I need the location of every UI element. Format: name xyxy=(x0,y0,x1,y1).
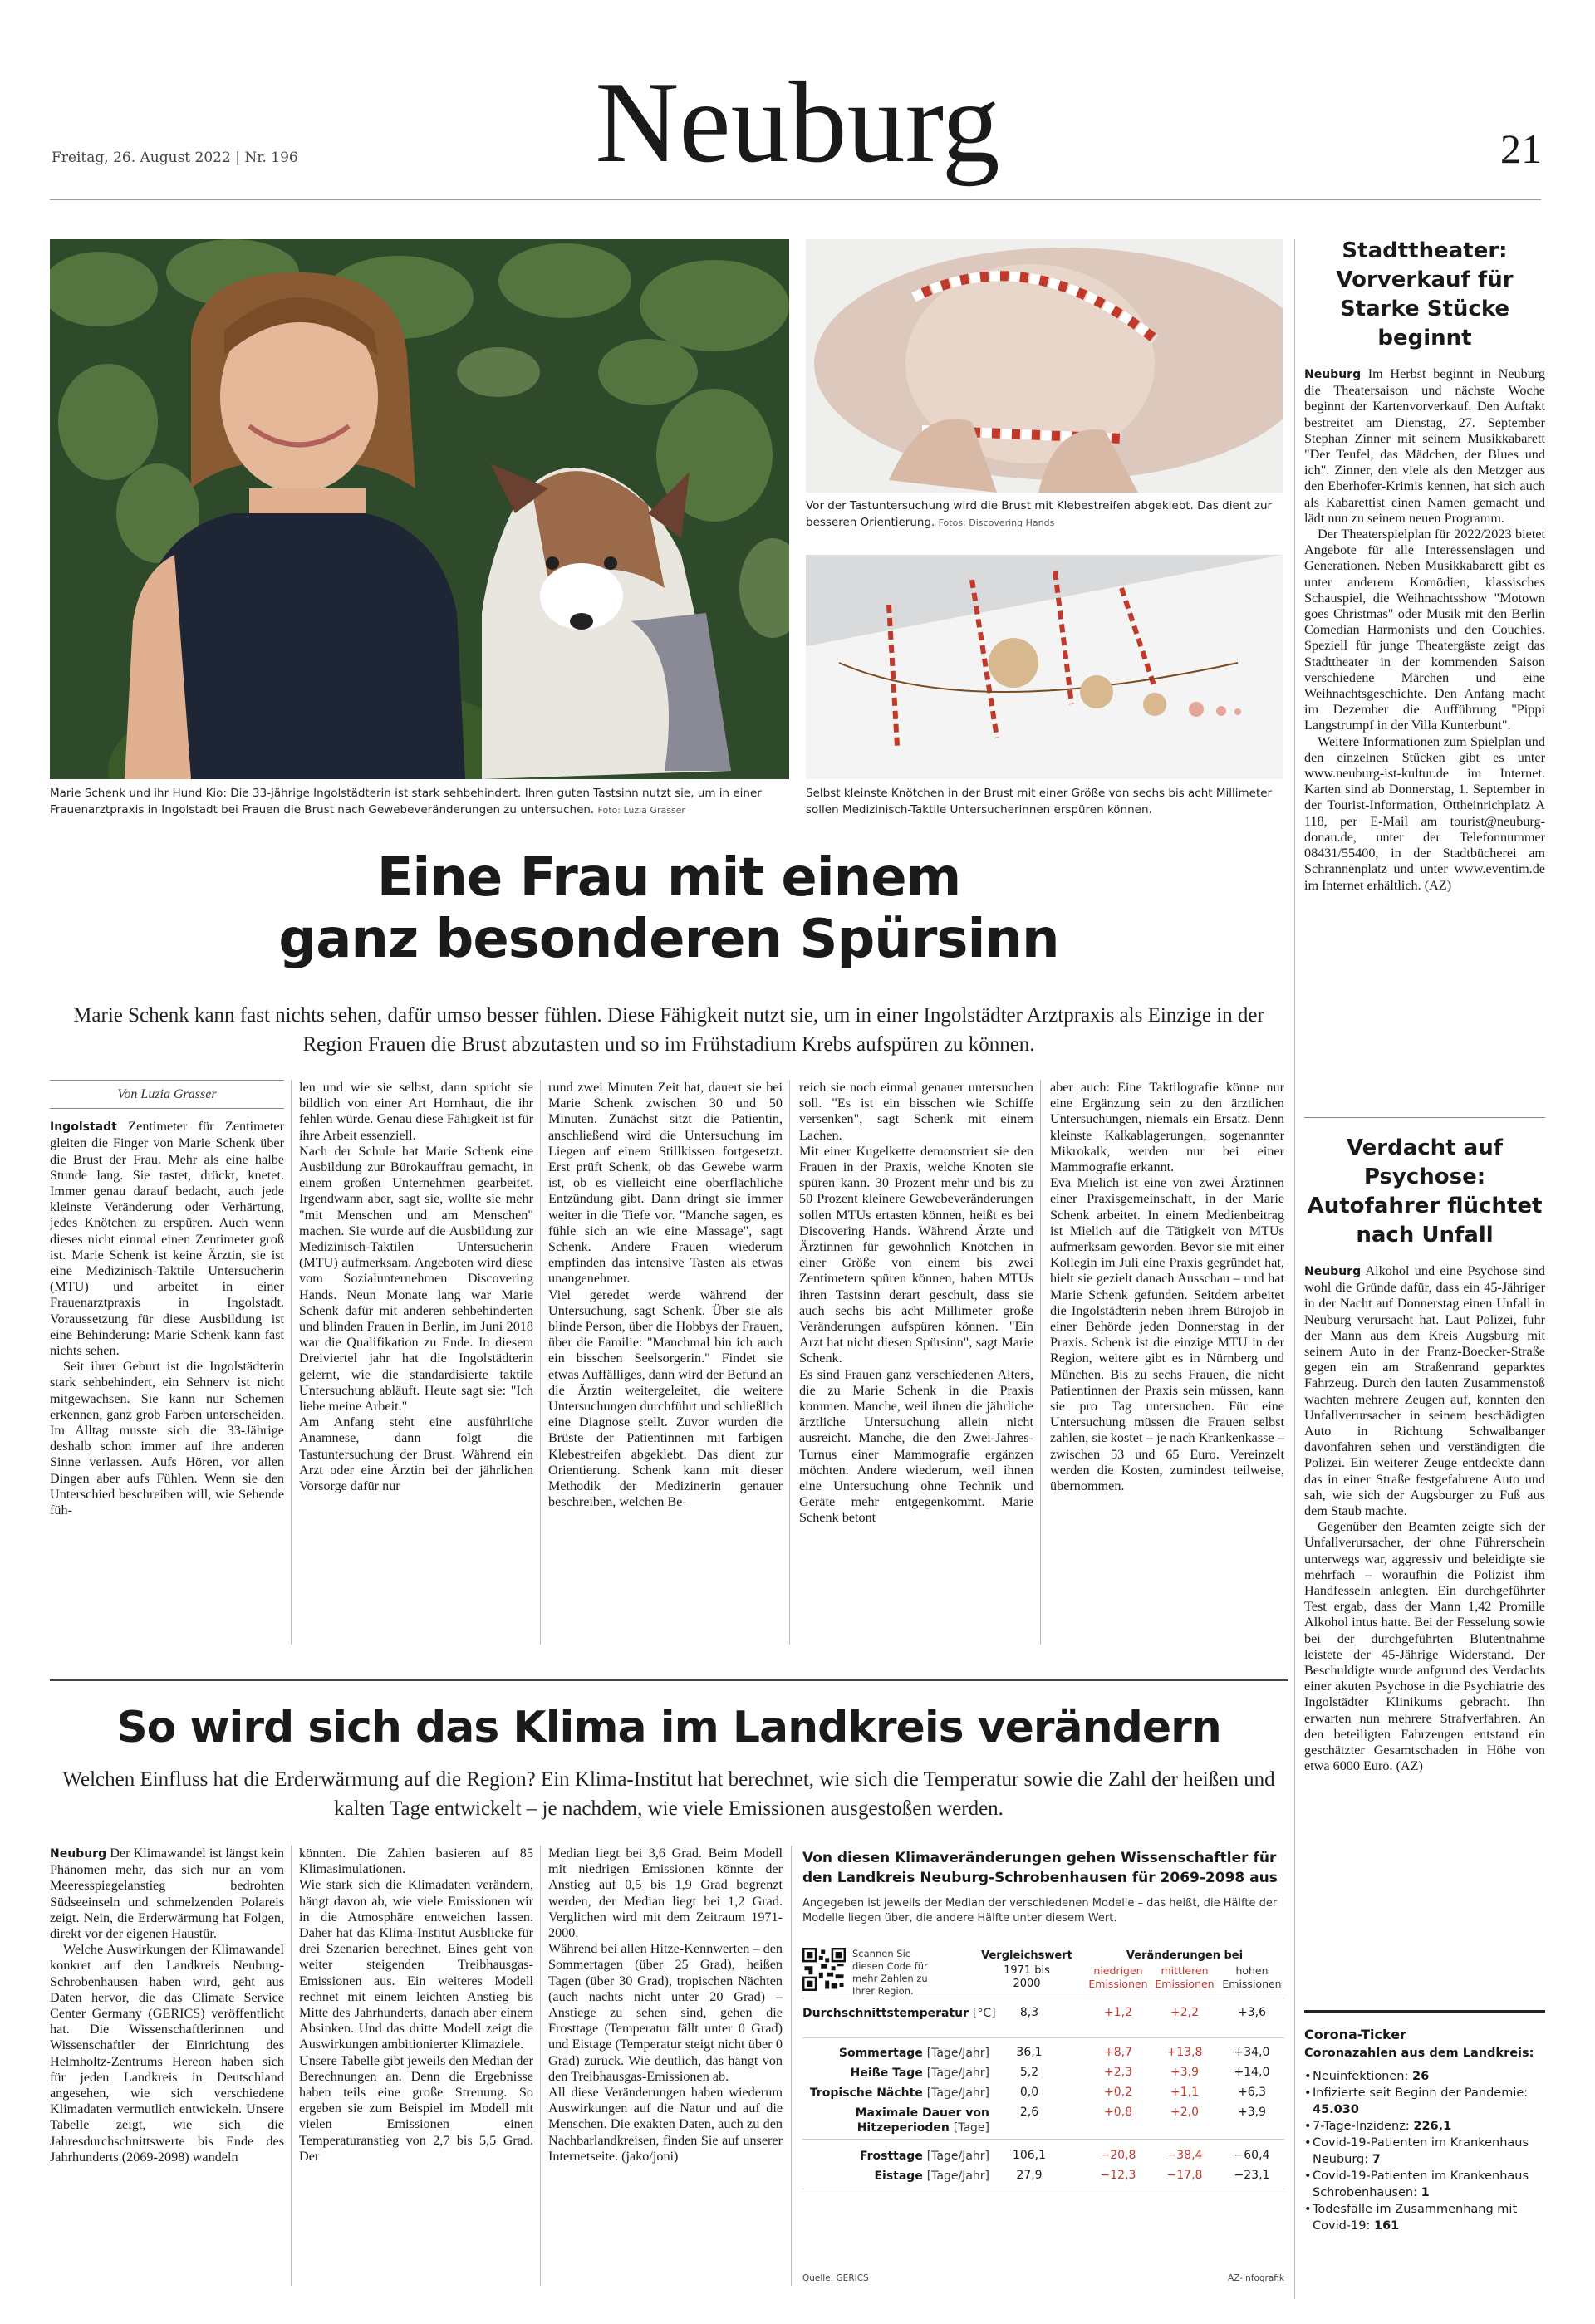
row-label-text: Sommertage xyxy=(838,2047,927,2060)
cell-low: +2,3 xyxy=(1104,2066,1132,2079)
row-unit: [Tage/Jahr] xyxy=(926,2150,989,2163)
table-row xyxy=(802,2149,1284,2165)
qr-hint: Scannen Sie diesen Code für mehr Zahlen zu Ihrer Region. xyxy=(852,1948,928,1997)
author-byline: Von Luzia Grasser xyxy=(50,1080,284,1109)
row-label xyxy=(802,2149,989,2164)
article2-lead: Welchen Einfluss hat die Erderwärmung auf die Region? Ein Klima-Institut hat berechnet, wie sich die Temperatur sowie die Zahl der heißen und kalten Tage entwickelt – je nachdem, wie viele Emissionen ausgestoßen werden. xyxy=(62,1768,1275,1820)
qr-code-icon[interactable] xyxy=(802,1948,846,1991)
article2-rule xyxy=(50,1679,1288,1681)
row-unit: [Tage/Jahr] xyxy=(926,2086,989,2100)
table-row xyxy=(802,2046,1284,2062)
cell-ref: 27,9 xyxy=(1016,2169,1043,2182)
cell-mid: +2,2 xyxy=(1170,2006,1199,2019)
ticker-value: 45.030 xyxy=(1313,2103,1359,2116)
table-row xyxy=(802,2066,1284,2082)
article1-col-2: len und wie sie selbst, dann spricht sie bildlich von einer Art Hornhaut, die ihr fehlen würde. Genau diese Fähigkeit ist für ihre Arbeit essenziell. Nach der Schule hat Marie Schenk eine Ausbildung zur Bürokauffrau gemacht, in einem großen Unternehmen gearbeitet. Irgendwann aber, sagt sie, wollte sie mehr "mit Menschen und am Menschen" machen. Sie wurde auf die Ausbildung zur Medizinisch-Taktilen Untersucherin (MTU) aufmerksam. Angeboten wird diese vom Sozialunternehmen Discovering Hands. Neun Monate lang war Marie Schenk dafür mit anderen sehbehinderten und blinden Frauen in Berlin, im Juni 2018 war die Qualifikation zu Ende. In diesem Dreiviertel jahr hat die Ingolstädterin gelernt, wie die standardisierte taktile Untersuchung abläuft. Heute sagt sie: "Ich liebe meine Arbeit." Am Anfang steht eine ausführliche Anamnese, dann folgt die Tastuntersuchung der Brust. Während ein Arzt oder eine Ärztin bei der jährlichen Vorsorge dafür nur xyxy=(299,1080,533,1494)
row-label-text: Tropische Nächte xyxy=(809,2086,927,2100)
cell-low: +1,2 xyxy=(1104,2006,1132,2019)
ticker-item xyxy=(1304,2118,1545,2135)
cell-ref: 5,2 xyxy=(1019,2066,1039,2079)
ref-header: Vergleichswert xyxy=(981,1949,1072,1962)
cell-low: −20,8 xyxy=(1100,2149,1136,2162)
dateline: Neuburg xyxy=(1304,1265,1362,1278)
main-photo-credit: Foto: Luzia Grasser xyxy=(597,804,685,816)
dateline: Neuburg xyxy=(1304,368,1362,381)
bead-chain-photo xyxy=(806,555,1283,779)
tape-photo-credit: Fotos: Discovering Hands xyxy=(938,517,1055,528)
table-rule xyxy=(802,2037,1284,2038)
ticker-item xyxy=(1304,2201,1545,2234)
column-rule xyxy=(291,1080,292,1645)
cell-high: −23,1 xyxy=(1234,2169,1270,2182)
column-rule xyxy=(791,1846,792,2286)
row-unit: [Tage/Jahr] xyxy=(926,2067,989,2080)
row-label xyxy=(802,2086,989,2101)
page-number: 21 xyxy=(1500,125,1542,172)
headline-line: ganz besonderen Spürsinn xyxy=(278,909,1059,970)
table-row xyxy=(802,2086,1284,2102)
sidebar-theater: Stadttheater: Vorverkauf für Starke Stücke beginnt Neuburg Im Herbst beginnt in Neuburg die Theatersaison und nächste Woche beginnt der Kartenvorverkauf. Den Auftakt bestreitet am Dienstag, 27. September Stephan Zinner mit seinem Musikkabarett "Der Teufel, das Mädchen, der Blues und ich". Zinner, den viele als den Metzger aus den Eberhofer-Krimis kennen, hat sich auch als Kabarettist einen Namen gemacht und lädt nun zu seinem neuen Programm. Der Theaterspielplan für 2022/2023 bietet Angebote für alle Interessenslagen und Generationen. Neben Musikkabarett gibt es unter anderem Komödien, klassisches Schauspiel, die Weihnachtsshow "Motown goes Christmas" oder Musik mit den Berlin Comedian Harmonists und den Couchies. Speziell für junge Theatergäste zeigt das Stadttheater in der kommenden Saison verschiedene Märchen und eine Weihnachtsgeschichte. Den Anfang macht im Dezember die Aufführung "Pippi Langstrumpf in der Villa Kunterbunt". Weitere Informationen zum Spielplan und den einzelnen Stücken gibt es unter www.neuburg-ist-kultur.de im Internet. Karten sind ab Donnerstag, 1. September in der Tourist-Information, Ottheinrichplatz A 118, per E-Mail am tourist@neuburg-donau.de, unter der Telefonnummer 08431/55400, in der Stadtbücherei am Schrannenplatz und unter www.eventim.de im Internet erhältlich. (AZ) xyxy=(1304,238,1545,893)
article2-headline: So wird sich das Klima im Landkreis verändern xyxy=(116,1703,1221,1753)
section-title: Neuburg xyxy=(595,58,1000,187)
cell-mid: +13,8 xyxy=(1166,2046,1203,2059)
table-rule xyxy=(802,2139,1284,2140)
ticker-item xyxy=(1304,2135,1545,2168)
cell-high: −60,4 xyxy=(1234,2149,1270,2162)
table-credit: AZ-Infografik xyxy=(1228,2273,1284,2283)
column-rule xyxy=(789,1080,790,1645)
row-label xyxy=(802,2106,989,2135)
row-unit: [Tage] xyxy=(953,2121,989,2135)
ticker-label: Infizierte seit Beginn der Pandemie: xyxy=(1313,2086,1529,2100)
accident-headline: Verdacht auf Psychose: Autofahrer flüchtet nach Unfall xyxy=(1307,1135,1543,1248)
ticker-title: Corona-Ticker xyxy=(1304,2027,1406,2042)
main-photo xyxy=(50,239,789,779)
cell-ref: 106,1 xyxy=(1012,2149,1047,2162)
row-label-text: Heiße Tage xyxy=(850,2067,927,2080)
headline-line: Eine Frau mit einem xyxy=(376,847,961,909)
row-unit: [Tage/Jahr] xyxy=(926,2170,989,2183)
row-label xyxy=(802,2066,989,2081)
cell-mid: +1,1 xyxy=(1170,2086,1199,2099)
theater-headline: Stadttheater: Vorverkauf für Starke Stücke beginnt xyxy=(1336,238,1514,351)
article1-col-4: reich sie noch einmal genauer untersuchen soll. "Es ist ein bisschen wie Schiffe versenken", sagt Schenk mit einem Lachen. Mit einer Kugelkette demonstriert sie den Frauen in der Praxis, welche Knoten sie spüren kann. 30 Prozent mehr und bis zu 50 Prozent kleinere Gewebeveränderungen sollen MTUs ertasten können, heißt es bei Discovering Hands. Während Ärzte und Ärztinnen für gewöhnlich Knötchen in einer Größe von einem bis zwei Zentimetern spüren können, haben MTUs ihren Tastsinn derart geschult, dass sie auch sechs bis acht Millimeter große Veränderungen aufspüren können. "Ein Arzt hat nicht diesen Spürsinn", sagt Marie Schenk. Es sind Frauen ganz verschiedenen Alters, die zu Marie Schenk in die Praxis kommen. Manche, weil ihnen die jährliche ärztliche Untersuchung allein nicht ausreicht. Manche, die den Zwei-Jahres-Turnus einer Mammografie ergänzen möchten. Andere wiederum, weil ihnen eine Untersuchung ohne Technik und Geräte mehr entgegenkommt. Marie Schenk betont xyxy=(799,1080,1033,1526)
bead-chain-caption: Selbst kleinste Knötchen in der Brust mit einer Größe von sechs bis acht Millimeter sollen Medizinisch-Taktile Untersucherinnen erspüren können. xyxy=(806,787,1273,816)
cell-low: −12,3 xyxy=(1100,2169,1136,2182)
article1-col-1: Von Luzia Grasser Ingolstadt Zentimeter für Zentimeter gleiten die Finger von Marie Schenk über die Brust der Frau. Mehr als eine halbe Stunde lang. Sie tastet, drückt, knetet. Immer genau darauf bedacht, auch jede kleinste Veränderung oder Verhärtung, jedes Knötchen zu erspüren. Auch wenn dieses nicht einmal einen Zentimeter groß ist. Marie Schenk ist keine Ärztin, sie ist eine Medizinisch-Taktile Untersucherin (MTU) und arbeitet in einer Frauenarztpraxis in Ingolstadt. Voraussetzung für diese Ausbildung ist eine Behinderung: Marie Schenk kann fast nichts sehen. Seit ihrer Geburt ist die Ingolstädterin stark sehbehindert, ein Sehnerv ist nicht mitgewachsen. Sie kann nur Schemen erkennen, ganz grob Farben unterscheiden. Im Alltag musste sich die 33-Jährige deshalb schon immer auf ihre anderen Sinne verlassen. Aufs Hören, vor allen Dingen aber aufs Fühlen. Wenn sie den Unterschied beschreiben will, wie Sehende füh- xyxy=(50,1080,284,1653)
date-line: Freitag, 26. August 2022 | Nr. 196 xyxy=(52,150,298,166)
ticker-value: 161 xyxy=(1374,2219,1400,2233)
ticker-item xyxy=(1304,2168,1545,2201)
tape-photo-caption: Vor der Tastuntersuchung wird die Brust mit Klebestreifen abgeklebt. Das dient zur besseren Orientierung. Fotos: Discovering Hands xyxy=(806,499,1273,529)
table-row xyxy=(802,2106,1284,2139)
column-rule xyxy=(291,1846,292,2286)
row-label xyxy=(802,2169,989,2184)
cell-high: +3,9 xyxy=(1238,2106,1266,2119)
cell-mid: +2,0 xyxy=(1170,2106,1199,2119)
cell-ref: 2,6 xyxy=(1019,2106,1039,2119)
ticker-label: Covid-19-Patienten im Krankenhaus Neuburg: xyxy=(1313,2136,1529,2166)
dateline: Neuburg xyxy=(50,1847,107,1861)
article2-col-3: Median liegt bei 3,6 Grad. Beim Modell mit niedrigen Emissionen könnte der Anstieg auf 0,5 bis 1,9 Grad begrenzt werden, der Median liegt bei 1,2 Grad. Verglichen wird mit dem Zeitraum 1971-2000. Während bei allen Hitze-Kennwerten – den Sommertagen (über 25 Grad), heißen Tagen (über 30 Grad), tropischen Nächten (auch nachts nicht unter 20 Grad) – Anstiege zu sehen sind, gehen die Frosttage (Temperatur fällt unter 0 Grad) und Eistage (Temperatur steigt nicht über 0 Grad) zurück. Wie deutlich, das hängt von den Treibhausgas-Emissionen ab. All diese Veränderungen haben wiederum Auswirkungen auf die Natur und auf die Menschen. Die exakten Daten, auch zu den Nachbarlandkreisen, finden Sie auf unserer Internetseite. (jako/joni) xyxy=(548,1846,783,2164)
article1-col-5: aber auch: Eine Taktilografie könne nur eine Ergänzung sein zu den ärztlichen Untersuchungen, niemals ein Ersatz. Denn kleinste Kalkablagerungen, sogenannter Mikrokalk, werden nur bei einer Mammografie erkannt. Eva Mielich ist eine von zwei Ärztinnen einer Praxisgemeinschaft, in der Marie Schenk arbeitet. In einem Medienbeitrag ist Mielich auf die Tätigkeit von MTUs aufmerksam geworden. Bevor sie mit einer Kollegin im Juli eine Praxis gegründet hat, hielt sie gezielt danach Ausschau – und hat Marie Schenk gefunden. Seitdem arbeitet die Ingolstädterin neben ihrem Bürojob in einer Behörde jeden Donnerstag in der Praxis. Schenk ist die einzige MTU in der Region, weitere gibt es in Nürnberg und München. Bis zu sechs Frauen, die nicht Patientinnen der Praxis sein müssen, kann sie pro Tag untersuchen. Für eine Untersuchung müssen die Frauen selbst zahlen, sie kostet – je nach Krankenkasse – zwischen 53 und 65 Euro. Vereinzelt werden die Kosten, zumindest teilweise, übernommen. xyxy=(1050,1080,1284,1494)
ticker-label: Covid-19-Patienten im Krankenhaus Schrobenhausen: xyxy=(1313,2170,1529,2199)
cell-high: +3,6 xyxy=(1238,2006,1266,2019)
article1-headline xyxy=(50,847,1288,970)
row-unit: [°C] xyxy=(972,2007,996,2020)
ticker-value: 226,1 xyxy=(1413,2120,1452,2133)
table-subtitle: Angegeben ist jeweils der Median der verschiedenen Modelle – das heißt, die Hälfte der Modelle liegen über, die andere Hälfte unter diesem Wert. xyxy=(802,1897,1278,1924)
climate-table xyxy=(802,1848,1288,2288)
ticker-value: 26 xyxy=(1411,2070,1430,2083)
ticker-divider xyxy=(1304,2010,1545,2013)
ticker-item xyxy=(1304,2068,1545,2085)
article1-lead: Marie Schenk kann fast nichts sehen, dafür umso besser fühlen. Diese Fähigkeit nutzt sie, um in einer Ingolstädter Arztpraxis als Einzige in der Region Frauen die Brust abzutasten und so im Frühstadium Krebs aufspüren zu können. xyxy=(73,1004,1264,1056)
table-row xyxy=(802,2169,1284,2185)
row-label-text: Durchschnittstemperatur xyxy=(802,2007,973,2020)
column-rule xyxy=(540,1846,541,2286)
column-rule xyxy=(1040,1080,1041,1645)
cell-mid: −38,4 xyxy=(1166,2149,1203,2162)
ticker-label: Neuinfektionen: xyxy=(1313,2070,1412,2083)
main-photo-caption: Marie Schenk und ihr Hund Kio: Die 33-jährige Ingolstädterin ist stark sehbehindert. Ihren guten Tastsinn nutzt sie, um in einer Frauenarztpraxis in Ingolstadt bei Frauen die Brust nach Gewebeveränderungen zu untersuchen. Foto: Luzia Grasser xyxy=(50,787,762,816)
ticker-label: Todesfälle im Zusammenhang mit Covid-19: xyxy=(1313,2203,1518,2233)
ticker-value: 7 xyxy=(1372,2153,1381,2166)
dateline: Ingolstadt xyxy=(50,1120,117,1135)
mid-emissions-header: mittleren Emissionen xyxy=(1155,1964,1215,1990)
cell-ref: 36,1 xyxy=(1016,2046,1043,2059)
paragraph-text: Welche Auswirkungen der Klimawandel konkret auf den Landkreis Neuburg-Schrobenhausen haben wird, geht aus Daten hervor, die das Climate Service Center Germany (GERICS) veröffentlicht hat. Die Wissenschaftlerinnen und Wissenschaftler der Einrichtung des Helmholtz-Zentrums Hereon haben sich für jeden Landkreis in Deutschland angesehen, wie sich verschiedene Klimadaten vermutlich entwickeln. Unsere Tabelle zeigt, wie sich die Jahresdurchschnittswerte bis Ende des Jahrhunderts (2069-2098) wandeln xyxy=(50,1942,284,2165)
row-label xyxy=(802,2006,996,2021)
sidebar-divider xyxy=(1304,1117,1545,1118)
article1-col-3: rund zwei Minuten Zeit hat, dauert sie bei Marie Schenk zwischen 30 und 50 Minuten. Zunächst sitzt die Patientin, anschließend wird die Untersuchung im Liegen auf einem Stillkissen fortgesetzt. Erst prüft Schenk, ob das Gewebe warm ist, ob es vielleicht eine oberflächliche Entzündung gibt. Dann dringt sie immer weiter in die Tiefe vor. "Manche sagen, es fühle sich an wie eine Massage", sagt Schenk. Andere Frauen wiederum empfinden das intensive Tasten als etwas unangenehmer. Viel geredet werde während der Untersuchung, sagt Schenk. Über sie als blinde Person, über die Hobbys der Frauen, über die Familie: "Manchmal bin ich auch ein bisschen Seelsorgerin." Findet sie etwas Auffälliges, dann wird der Befund an die Ärztin weitergeleitet, die weitere Untersuchungen durchführt und schließlich eine Diagnose stellt. Zuvor wurden die Brüste der Patientinnen mit farbigen Klebestreifen abgeklebt. Das dient zur Orientierung. Schenk kann mit dieser Methodik der Medizinerin genauer beschreiben, welchen Be- xyxy=(548,1080,783,1510)
row-label-text: Eistage xyxy=(874,2170,927,2183)
ticker-item xyxy=(1304,2085,1545,2118)
cell-mid: −17,8 xyxy=(1166,2169,1203,2182)
cell-ref: 0,0 xyxy=(1019,2086,1039,2099)
row-label-text: Maximale Dauer von Hitzeperioden xyxy=(855,2106,989,2135)
sidebar-accident: Verdacht auf Psychose: Autofahrer flüchtet nach Unfall Neuburg Alkohol und eine Psychose sind wohl die Gründe dafür, dass ein 45-Jähriger in der Nacht auf Donnerstag einen Unfall in Neuburg verursacht hat. Laut Polizei, fuhr der Mann aus dem Kreis Augsburg mit seinem Auto in der Franz-Boecker-Straße gegen ein am Straßenrand geparktes Fahrzeug. Durch den lauten Zusammenstoß wachten mehrere Zeugen auf, konnten den Unfallverursacher in seinem beschädigten Auto in Richtung Schwalbanger davonfahren sehen und verständigten die Polizei. Ein weiterer Zeuge entdeckte dann das in einer Straße festgefahrene Auto und sah, wie sich der Augsburger zu Fuß aus dem Staub machte. Gegenüber den Beamten zeigte sich der Unfallverursacher, der ohne Führerschein unterwegs war, aggressiv und beleidigte sie mehrfach – woraufhin die Polizist ihm Handfesseln anlegten. Ein durchgeführter Test ergab, dass der Mann 1,42 Promille Alkohol intus hatte. Bei der Fesselung sowie bei der durchgeführten Blutentnahme leistete der 45-Jährige Widerstand. Der Beschuldigte wurde aufgrund des Verdachts einer akuten Psychose in die Psychiatrie des Ingolstädter Klinikums gebracht. Ihn erwarten nun mehrere Strafverfahren. An den beteiligten Fahrzeugen entstand ein geschätzter Gesamtschaden in Höhe von etwa 6000 Euro. (AZ) xyxy=(1304,1135,1545,1774)
paragraph-text: Der Klimawandel ist längst kein Phänomen mehr, das sich nur an vom Meeresspiegelanstieg bedrohten Südseeinseln und schmelzenden Polareis zeigt. Nein, die Erderwärmung hat Folgen, direkt vor der eigenen Haustür. xyxy=(50,1846,284,1942)
article2-col-2: könnten. Die Zahlen basieren auf 85 Klimasimulationen. Wie stark sich die Klimadaten verändern, hängt davon ab, wie viele Emissionen wir in die Atmosphäre entweichen lassen. Daher hat das Klima-Institut Ausblicke für drei Szenarien berechnet. Eines geht von weiter steigenden Treibhausgas-Emissionen aus. Ein weiteres Modell rechnet mit einem leichten Anstieg bis Mitte des Jahrhunderts, danach aber einem Absinken. Und das dritte Modell zeigt die Auswirkungen ambitionierter Klimaziele. Unsere Tabelle gibt jeweils den Median der Berechnungen an. Denn die Ergebnisse haben teils eine große Streuung. So ergeben sie zum Beispiel im Modell mit vielen Emissionen einen Temperaturanstieg von 2,7 bis 5,5 Grad. Der xyxy=(299,1846,533,2164)
ticker-subtitle: Coronazahlen aus dem Landkreis: xyxy=(1304,2047,1534,2060)
cell-low: +0,8 xyxy=(1104,2106,1132,2119)
header-rule xyxy=(50,199,1541,200)
ticker-list xyxy=(1304,2068,1545,2234)
sidebar-rule xyxy=(1294,239,1295,2299)
high-emissions-header: hohen Emissionen xyxy=(1222,1964,1282,1990)
cell-high: +6,3 xyxy=(1238,2086,1266,2099)
row-unit: [Tage/Jahr] xyxy=(926,2047,989,2060)
ticker-label: 7-Tage-Inzidenz: xyxy=(1313,2120,1414,2133)
row-label-text: Frosttage xyxy=(859,2150,927,2163)
row-label xyxy=(802,2046,989,2061)
table-title: Von diesen Klimaveränderungen gehen Wissenschaftler für den Landkreis Neuburg-Schrobenhausen für 2069-2098 aus xyxy=(802,1850,1278,1886)
column-rule xyxy=(540,1080,541,1645)
corona-ticker xyxy=(1304,2025,1545,2234)
table-row xyxy=(802,2006,1284,2022)
ticker-value: 1 xyxy=(1421,2186,1430,2199)
cell-mid: +3,9 xyxy=(1170,2066,1199,2079)
changes-header: Veränderungen bei xyxy=(1126,1949,1244,1962)
cell-ref: 8,3 xyxy=(1019,2006,1039,2019)
cell-low: +0,2 xyxy=(1104,2086,1132,2099)
article2-col-1 xyxy=(50,1846,284,2286)
cell-high: +34,0 xyxy=(1234,2046,1270,2059)
table-source: Quelle: GERICS xyxy=(802,2273,869,2283)
cell-low: +8,7 xyxy=(1104,2046,1132,2059)
ref-subheader: 1971 bis 2000 xyxy=(1004,1964,1050,1990)
tape-photo xyxy=(806,239,1283,493)
low-emissions-header: niedrigen Emissionen xyxy=(1088,1964,1148,1990)
cell-high: +14,0 xyxy=(1234,2066,1270,2079)
